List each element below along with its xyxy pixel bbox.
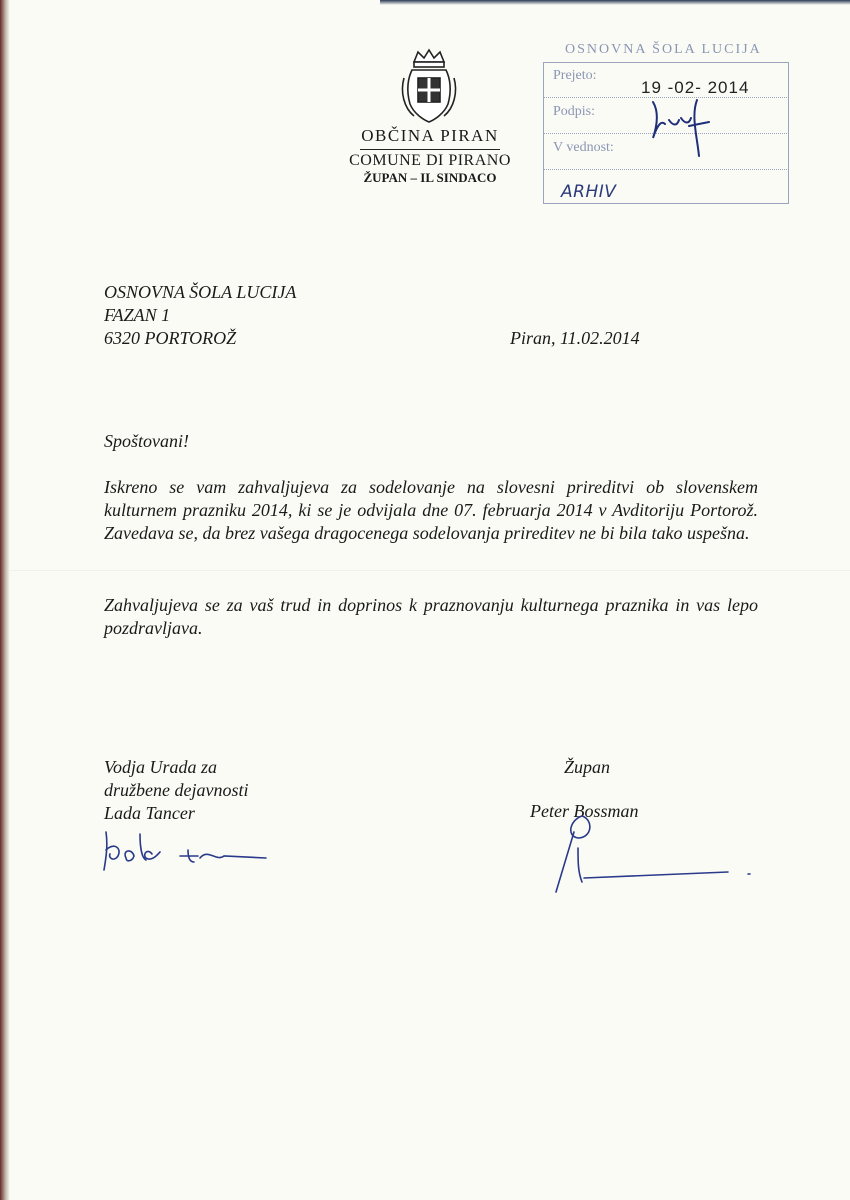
recipient-line: OSNOVNA ŠOLA LUCIJA <box>104 282 297 302</box>
signatory-left-title: Vodja Urada za <box>104 757 218 777</box>
letterhead-rule <box>360 149 500 150</box>
letterhead-municipality: OBČINA PIRAN <box>361 126 499 145</box>
paper-fold <box>10 570 850 571</box>
body-paragraph: Zahvaljujeva se za vaš trud in doprinos k praznovanju kulturnega praznika in vas lepo pozdravljava. <box>104 595 758 638</box>
place-date: Piran, 11.02.2014 <box>510 328 640 348</box>
signatory-left <box>104 756 248 825</box>
paper-edge-left <box>0 0 10 1200</box>
stamp-archive-note: ARHIV <box>561 182 617 202</box>
signatory-right-title: Župan <box>564 757 611 777</box>
recipient-address <box>104 281 296 350</box>
paper-edge-top <box>380 0 850 5</box>
signature-left-scribble <box>100 828 270 874</box>
letterhead <box>330 126 530 185</box>
recipient-line: 6320 PORTOROŽ <box>104 328 237 348</box>
signatory-right-name: Peter Bossman <box>530 801 639 821</box>
salutation: Spoštovani! <box>104 431 189 451</box>
signatory-left-name: Lada Tancer <box>104 803 195 823</box>
stamp-signature-scribble <box>639 96 729 160</box>
received-stamp <box>543 42 789 204</box>
signature-right-scribble <box>548 812 758 898</box>
stamp-signature-label: Podpis: <box>553 104 596 119</box>
stamp-received-label: Prejeto: <box>553 68 597 83</box>
stamp-value-label: V vednost: <box>553 140 614 155</box>
letterhead-comune: COMUNE DI PIRANO <box>349 152 511 169</box>
body-paragraph: Iskreno se vam zahvaljujeva za sodelovanje na slovesni prireditvi ob slovenskem kulturnem prazniku 2014, ki se je odvijala dne 07. februarja 2014 v Avditoriju Portorož. Zavedava se, da brez vašega dragocenega sodelovanja prireditev ne bi bila tako uspešna. <box>104 477 758 543</box>
letterhead-office: ŽUPAN – IL SINDACO <box>363 170 497 185</box>
coat-of-arms-icon <box>398 48 460 124</box>
signatory-left-title: družbene dejavnosti <box>104 780 249 800</box>
stamp-title: OSNOVNA ŠOLA LUCIJA <box>565 42 762 57</box>
stamp-received-date: 19 -02- 2014 <box>641 78 750 97</box>
recipient-line: FAZAN 1 <box>104 305 171 325</box>
